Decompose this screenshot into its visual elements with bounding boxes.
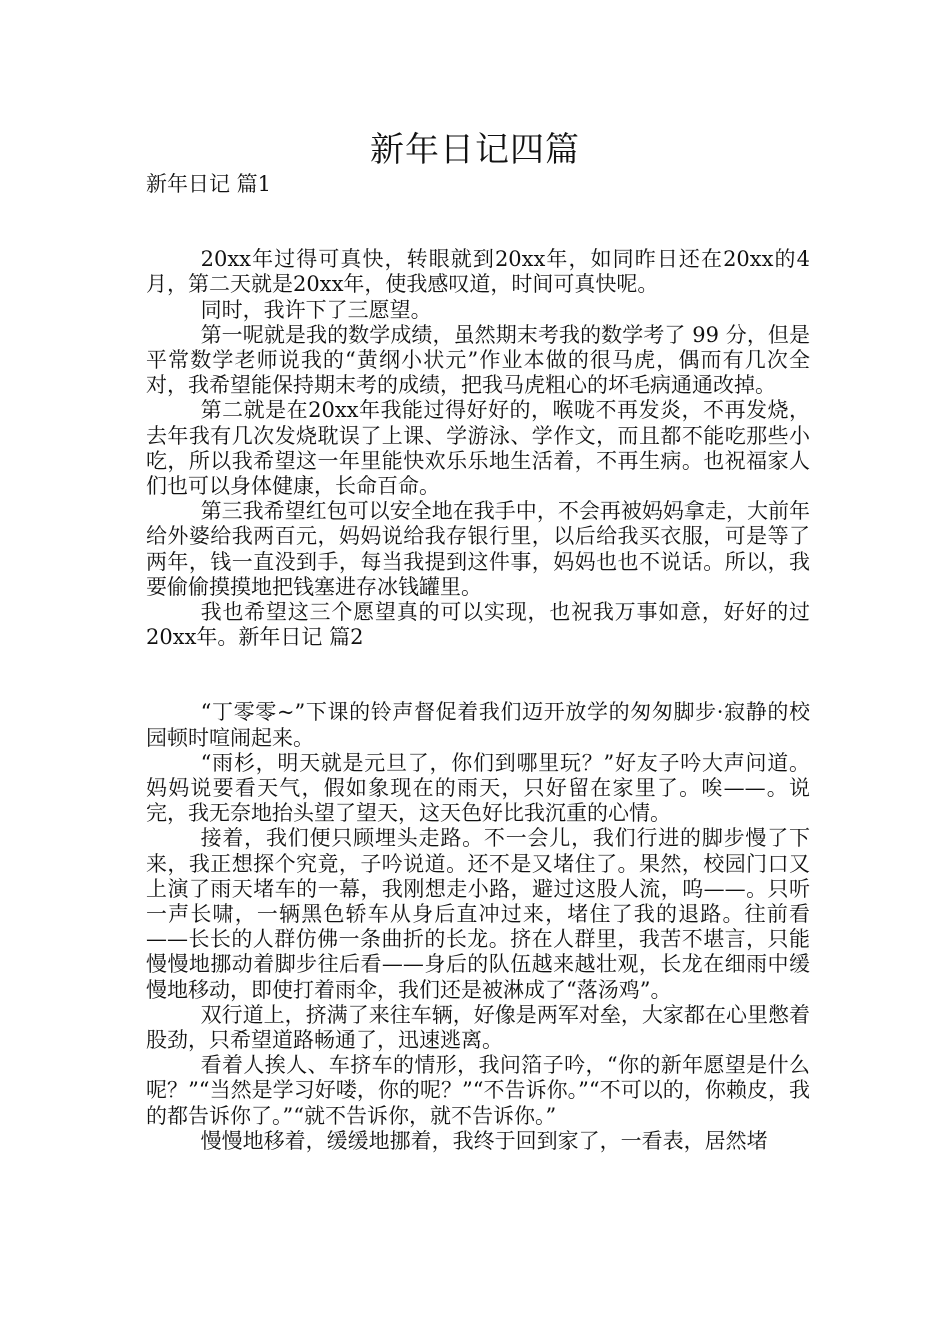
paragraph: 看着人挨人、车挤车的情形，我问箔子吟，“你的新年愿望是什么呢？”“当然是学习好喽，你的呢？”“不告诉你。”“不可以的，你赖皮，我的都告诉你了。”“就不告诉你，就不告诉你。” [146, 1053, 810, 1128]
paragraph: “丁零零~”下课的铃声督促着我们迈开放学的匆匆脚步·寂静的校园顿时喧闹起来。 [146, 700, 810, 750]
paragraph: “雨杉，明天就是元旦了，你们到哪里玩？”好友子吟大声问道。妈妈说要看天气，假如象现在的雨天，只好留在家里了。唉——。说完，我无奈地抬头望了望天，这天色好比我沉重的心情。 [146, 750, 810, 826]
paragraph: 20xx年过得可真快，转眼就到20xx年，如同昨日还在20xx的4月，第二天就是20xx年，使我感叹道，时间可真快呢。 [146, 247, 810, 297]
section-heading: 新年日记 篇1 [146, 172, 272, 196]
paragraph: 第二就是在20xx年我能过得好好的，喉咙不再发炎，不再发烧，去年我有几次发烧耽误了上课、学游泳、学作文，而且都不能吃那些小吃，所以我希望这一年里能快欢乐乐地生活着，不再生病。也祝福家人们也可以身体健康，长命百命。 [146, 398, 810, 499]
blank-space [146, 650, 810, 700]
document-title: 新年日记四篇 [370, 130, 580, 170]
paragraph: 接着，我们便只顾埋头走路。不一会儿，我们行进的脚步慢了下来，我正想探个究竟，子吟说道。还不是又堵住了。果然，校园门口又上演了雨天堵车的一幕，我刚想走小路，避过这股人流，呜——。只听一声长啸，一辆黑色轿车从身后直冲过来，堵住了我的退路。往前看——长长的人群仿佛一条曲折的长龙。挤在人群里，我苦不堪言，只能慢慢地挪动着脚步往后看——身后的队伍越来越壮观，长龙在细雨中缓慢地移动，即使打着雨伞，我们还是被淋成了“落汤鸡”。 [146, 826, 810, 1002]
paragraph: 慢慢地移着，缓缓地挪着，我终于回到家了，一看表，居然堵 [200, 1128, 768, 1153]
paragraph: 第一呢就是我的数学成绩，虽然期末考我的数学考了 99 分，但是平常数学老师说我的“黄纲小状元”作业本做的很马虎，偶而有几次全对，我希望能保持期末考的成绩，把我马虎粗心的坏毛病通通改掉。 [146, 322, 810, 398]
blank-space [146, 197, 810, 247]
document-body [146, 172, 810, 1154]
paragraph: 第三我希望红包可以安全地在我手中，不会再被妈妈拿走，大前年给外婆给我两百元，妈妈说给我存银行里，以后给我买衣服，可是等了两年，钱一直没到手，每当我提到这件事，妈妈也也不说话。所以，我要偷偷摸摸地把钱塞进存冰钱罐里。 [146, 499, 810, 599]
paragraph: 同时，我许下了三愿望。 [200, 297, 432, 322]
paragraph: 我也希望这三个愿望真的可以实现，也祝我万事如意，好好的过20xx年。新年日记 篇2 [146, 600, 810, 650]
paragraph: 双行道上，挤满了来往车辆，好像是两军对垒，大家都在心里憋着股劲，只希望道路畅通了，迅速逃离。 [146, 1002, 810, 1053]
